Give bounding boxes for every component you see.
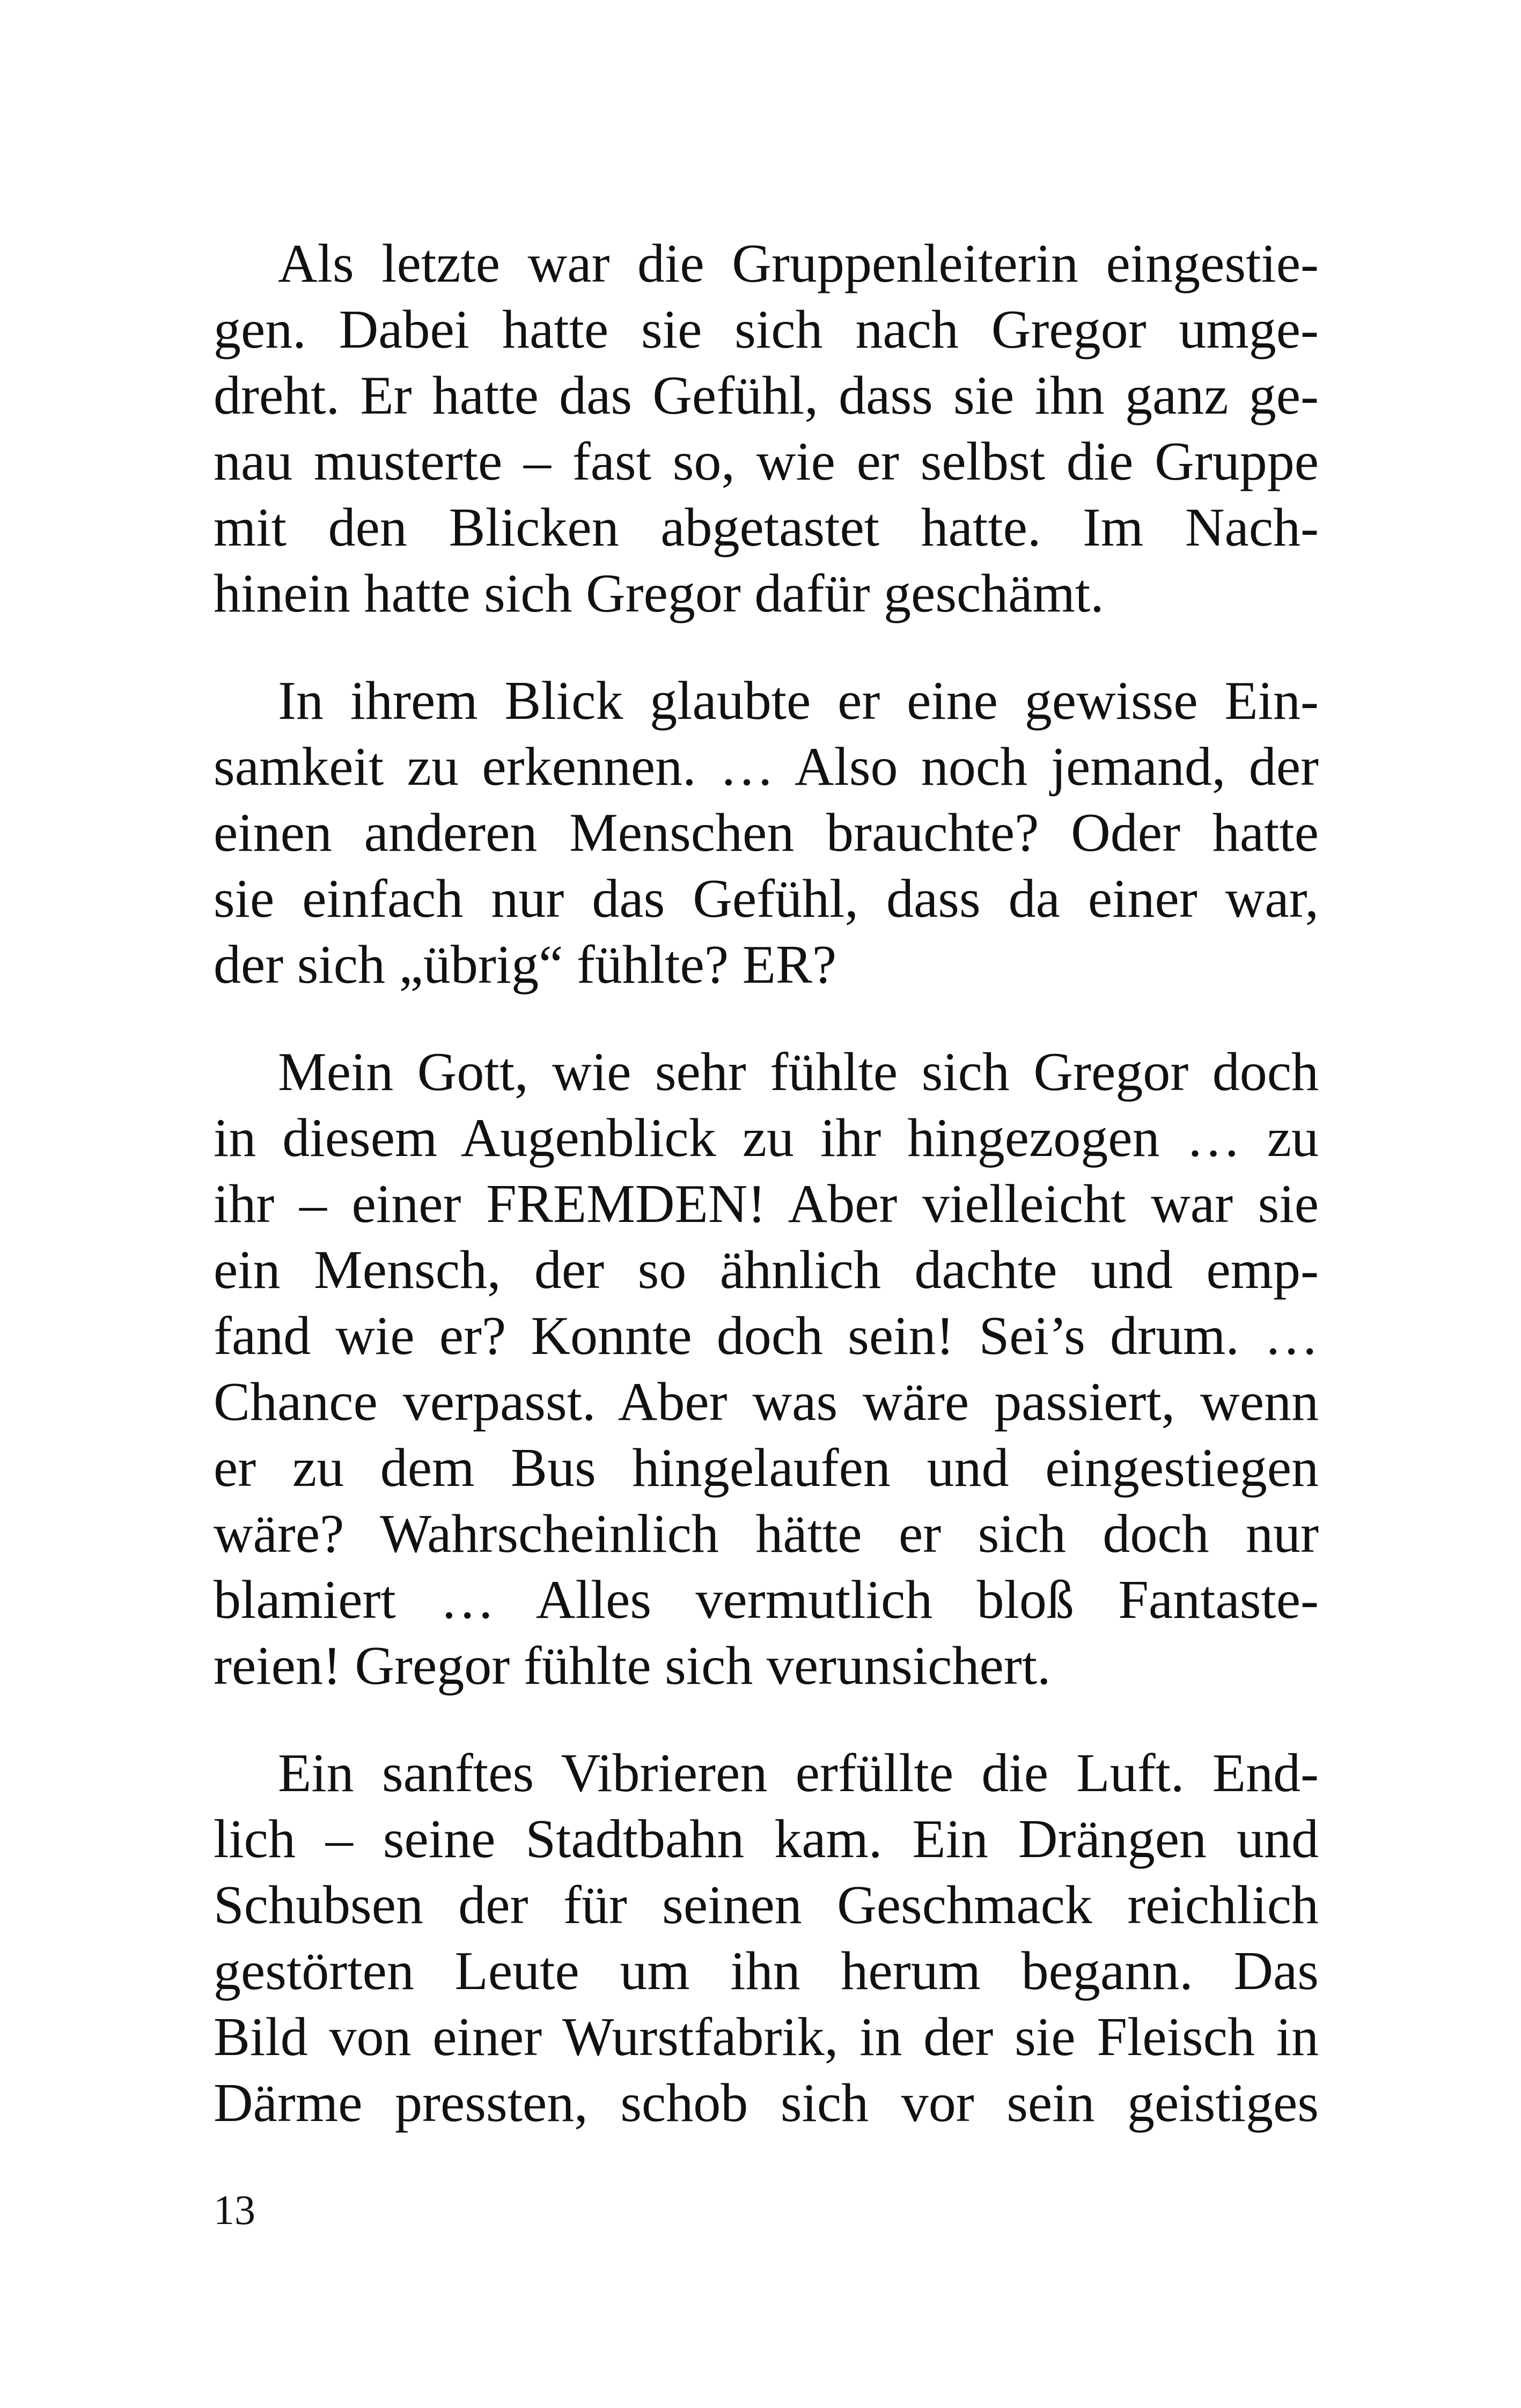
text-line: der sich „übrig“ fühlte? ER? bbox=[214, 934, 837, 995]
text-line: hinein hatte sich Gregor dafür geschämt. bbox=[214, 563, 1104, 624]
text-line: Schubsen der für seinen Geschmack reichlich bbox=[214, 1875, 1319, 1935]
text-line: lich – seine Stadtbahn kam. Ein Drängen und bbox=[214, 1809, 1319, 1869]
text-line: fand wie er? Konnte doch sein! Sei’s drum. … bbox=[214, 1306, 1319, 1366]
text-line: gestörten Leute um ihn herum begann. Das bbox=[214, 1941, 1319, 2001]
text-line: samkeit zu erkennen. … Also noch jemand, der bbox=[214, 737, 1319, 797]
text-line: nau musterte – fast so, wie er selbst die Gruppe bbox=[214, 431, 1319, 492]
text-line: sie einfach nur das Gefühl, dass da einer war, bbox=[214, 868, 1319, 929]
text-line: er zu dem Bus hingelaufen und eingestiegen bbox=[214, 1438, 1319, 1498]
text-line: reien! Gregor fühlte sich verunsichert. bbox=[214, 1636, 1051, 1696]
text-line: Als letzte war die Gruppenleiterin eingestie- bbox=[278, 233, 1319, 294]
text-line: Därme pressten, schob sich vor sein geistiges bbox=[214, 2073, 1319, 2133]
text-line: ein Mensch, der so ähnlich dachte und emp- bbox=[214, 1240, 1319, 1300]
page-number: 13 bbox=[214, 2186, 255, 2233]
text-line: Bild von einer Wurstfabrik, in der sie Fleisch in bbox=[214, 2007, 1319, 2067]
text-line: Mein Gott, wie sehr fühlte sich Gregor doch bbox=[278, 1042, 1319, 1102]
text-line: Chance verpasst. Aber was wäre passiert, wenn bbox=[214, 1372, 1319, 1432]
text-line: wäre? Wahrscheinlich hätte er sich doch nur bbox=[214, 1504, 1319, 1564]
text-line: ihr – einer FREMDEN! Aber vielleicht war sie bbox=[214, 1174, 1319, 1234]
text-line: einen anderen Menschen brauchte? Oder hatte bbox=[214, 802, 1319, 863]
body-text bbox=[214, 231, 1319, 2177]
text-line: mit den Blicken abgetastet hatte. Im Nach- bbox=[214, 497, 1319, 558]
text-line: In ihrem Blick glaubte er eine gewisse Ein- bbox=[278, 671, 1319, 731]
text-line: blamiert … Alles vermutlich bloß Fantaste- bbox=[214, 1570, 1319, 1630]
text-line: Ein sanftes Vibrieren erfüllte die Luft. End- bbox=[278, 1743, 1319, 1803]
paragraph bbox=[214, 1039, 1319, 1699]
text-line: dreht. Er hatte das Gefühl, dass sie ihn ganz ge- bbox=[214, 365, 1319, 426]
paragraph bbox=[214, 668, 1319, 998]
paragraph bbox=[214, 1740, 1319, 2136]
text-line: in diesem Augenblick zu ihr hingezogen … zu bbox=[214, 1108, 1319, 1168]
text-line: gen. Dabei hatte sie sich nach Gregor umge- bbox=[214, 299, 1319, 360]
paragraph bbox=[214, 231, 1319, 627]
